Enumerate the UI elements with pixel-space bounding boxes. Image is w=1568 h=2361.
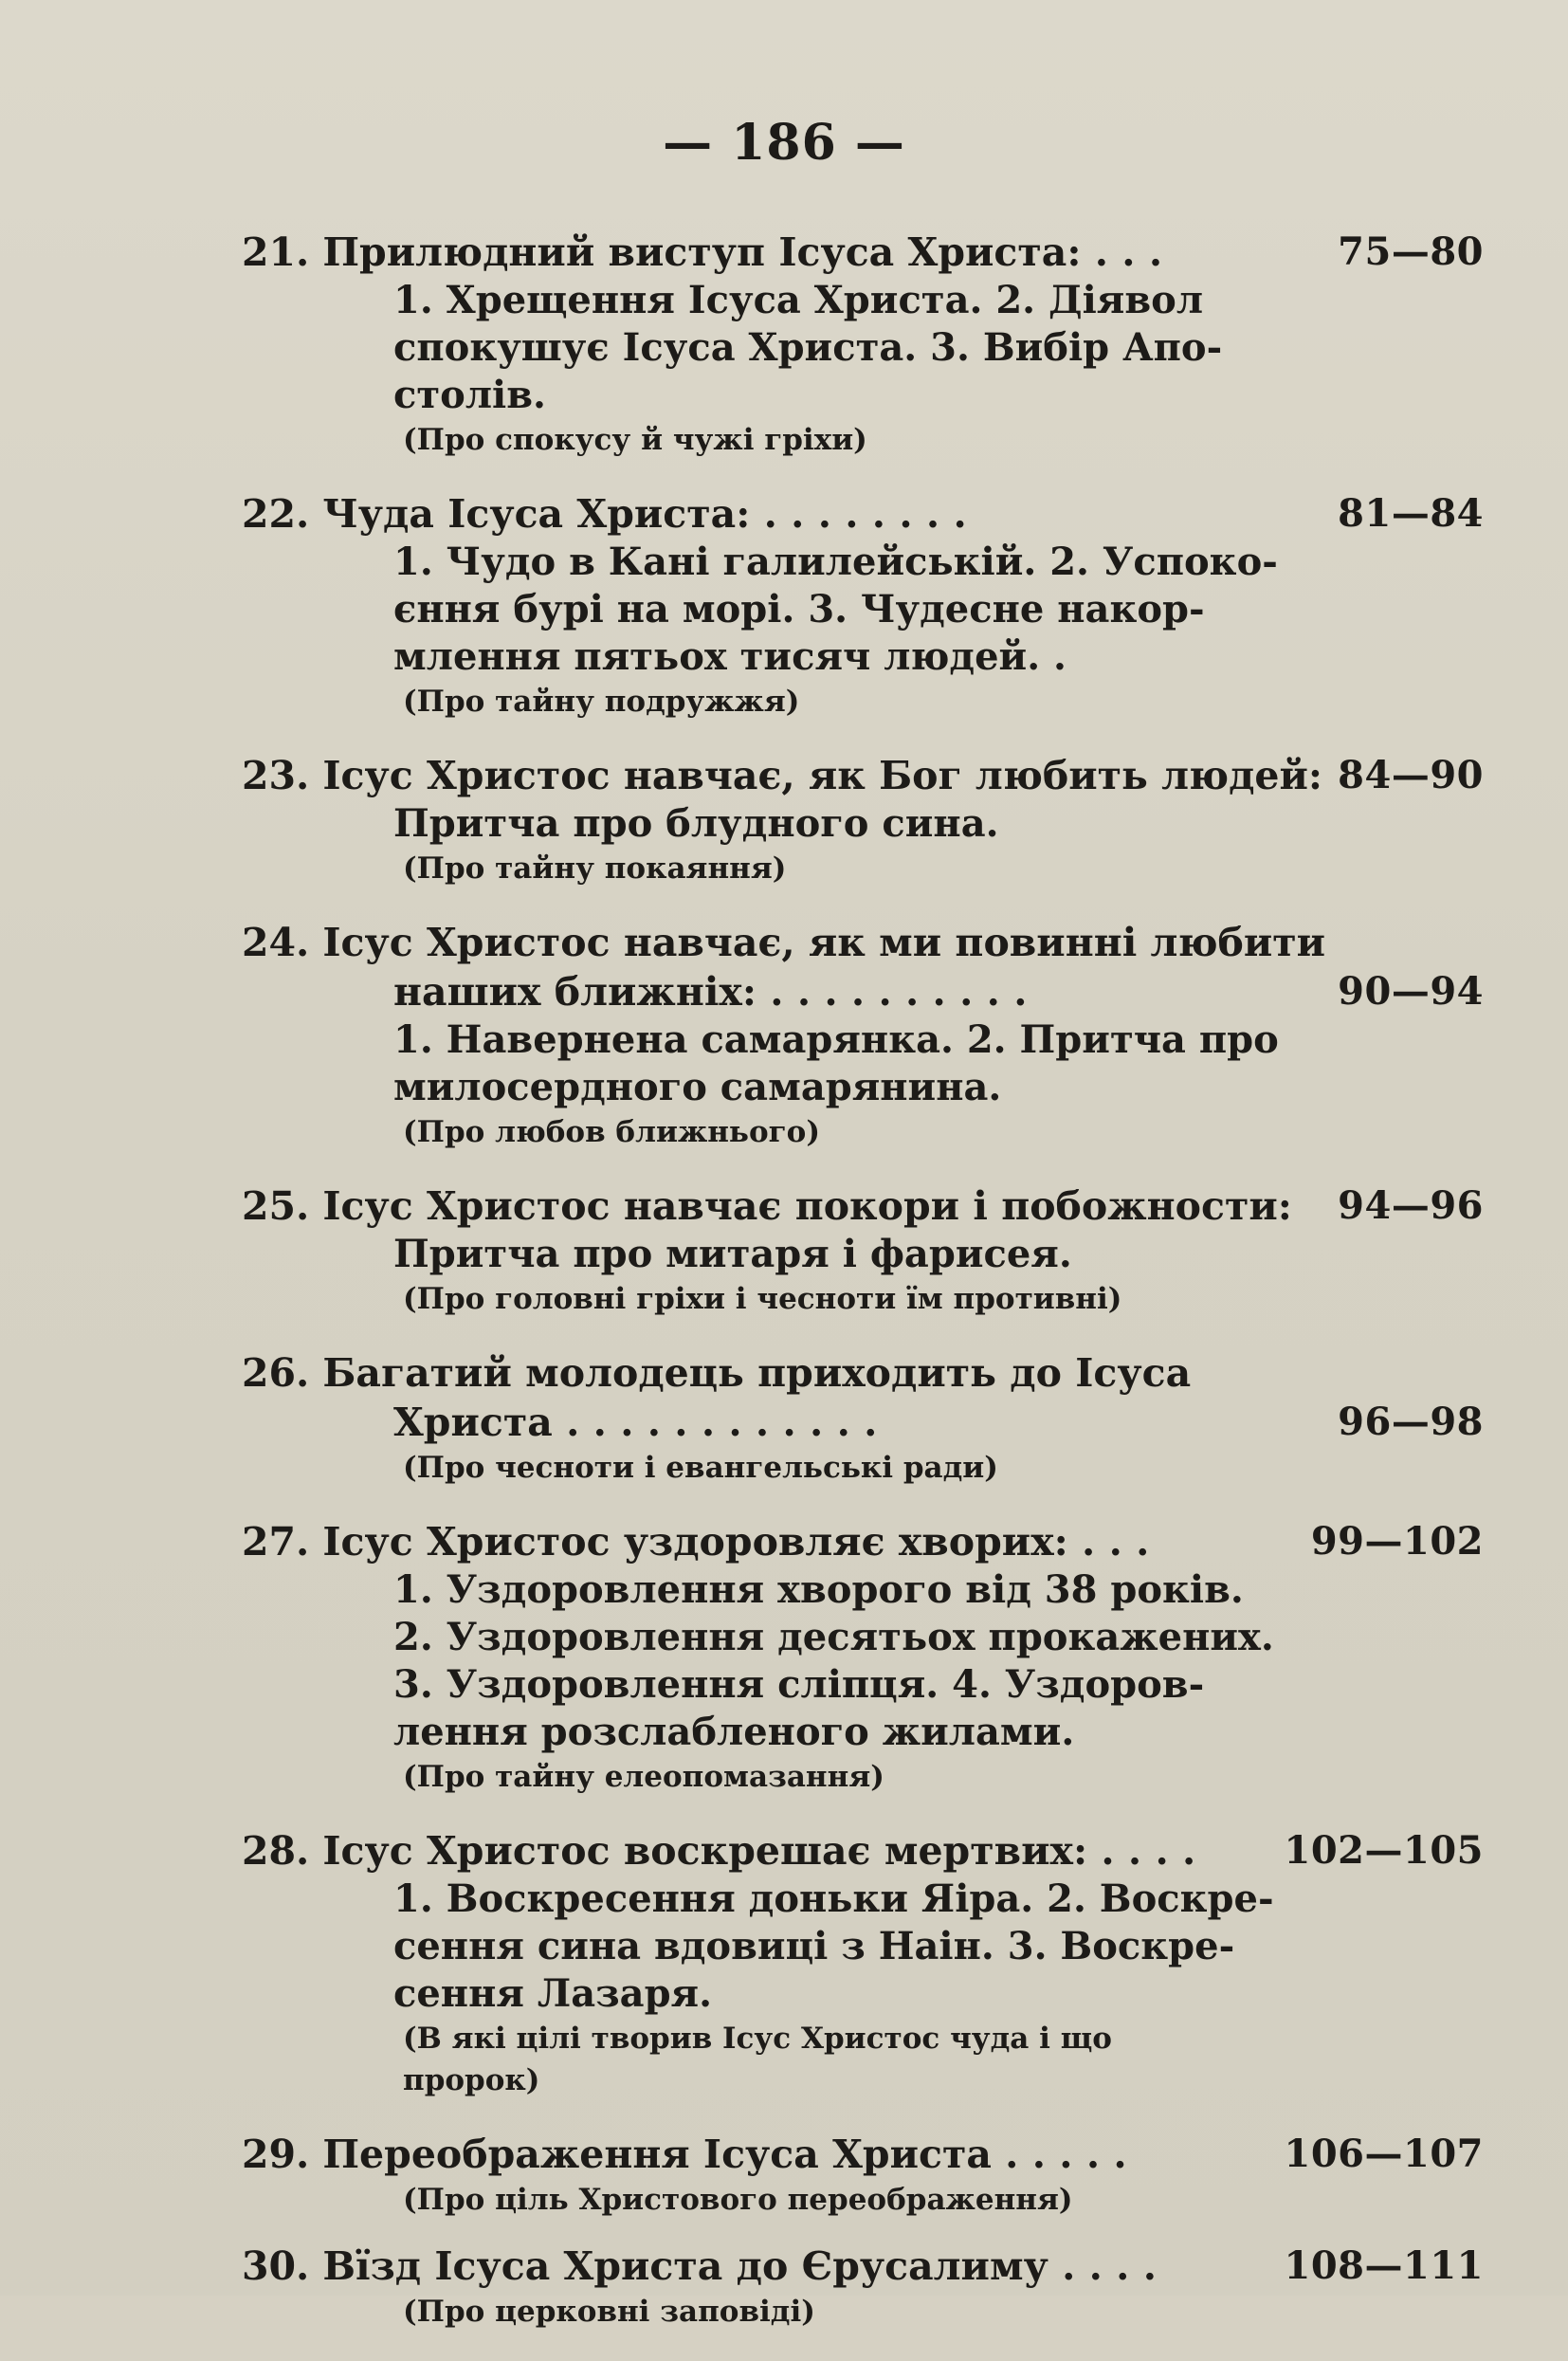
entry-subtopic: єння бурі на морі. 3. Чудесне накор- [393,587,1205,631]
entry-pages: 90—94 [1338,969,1484,1014]
entry-number: 22. [242,491,310,537]
entry-subtopic: 1. Навернена самарянка. 2. Притча про [393,1017,1279,1062]
entry-number: 26. [242,1350,310,1396]
entry-note: (Про любов ближнього) [403,1115,820,1149]
toc-entry-27 [242,1517,1484,1798]
entry-note: (Про ціль Христового переображення) [403,2183,1073,2217]
entry-subtopic: 1. Хрещення Ісуса Христа. 2. Діявол [393,278,1204,322]
entry-pages: 99—102 [1310,1519,1484,1564]
entry-title-continued: Христа . . . . . . . . . . . . [393,1400,878,1445]
entry-note: (Про тайну подружжя) [403,685,800,719]
entry-title: 24. Ісус Христос навчає, як ми повинні любити [242,920,1326,965]
entry-subtopic: сення Лазаря. [393,1971,713,2016]
entry-title: 28. Ісус Христос воскрешає мертвих: . . . . [242,1828,1196,1874]
toc-entry-28 [242,1826,1484,2101]
toc-entry-21 [242,228,1484,461]
entry-number: 29. [242,2132,310,2177]
entry-number: 27. [242,1519,310,1565]
entry-subtopic: столів. [393,373,546,417]
entry-subtopic: лення розслабленого жилами. [393,1710,1075,1754]
entry-pages: 106—107 [1284,2132,1484,2176]
entry-subtopic: 2. Уздоровлення десятьох прокажених. [393,1615,1274,1659]
entry-subtopic: млення пятьох тисяч людей. . [393,634,1067,679]
entry-title: 23. Ісус Христос навчає, як Бог любить людей: [242,753,1323,798]
entry-title: 30. Вїзд Ісуса Христа до Єрусалиму . . . . [242,2243,1158,2289]
entry-subtopic: 1. Уздоровлення хворого від 38 років. [393,1567,1244,1612]
toc-entry-24 [242,918,1484,1153]
entry-pages: 94—96 [1338,1183,1484,1228]
entry-subtopic: Притча про блудного сина. [393,801,999,846]
entry-number: 28. [242,1828,310,1874]
entry-note-continued: пророк) [403,2063,540,2097]
entry-title: 27. Ісус Христос уздоровляє хворих: . . . [242,1519,1150,1565]
entry-pages: 108—111 [1284,2243,1484,2288]
page-number: — 186 — [663,114,905,172]
entry-pages: 81—84 [1338,491,1484,536]
entry-title: 21. Прилюдний виступ Ісуса Христа: . . . [242,229,1163,275]
entry-title: 22. Чуда Ісуса Христа: . . . . . . . . [242,491,967,537]
entry-note: (Про головні гріхи і чесноти їм противні) [403,1282,1122,1316]
entry-subtopic: 1. Воскресення доньки Яіра. 2. Воскре- [393,1876,1274,1921]
entry-note: (Про чесноти і евангельські ради) [403,1451,998,1485]
entry-note: (Про тайну покаяння) [403,851,787,886]
toc-entry-26 [242,1348,1484,1489]
entry-subtopic: спокушує Ісуса Христа. 3. Вибір Апо- [393,325,1223,370]
entry-subtopic: милосердного самарянина. [393,1065,1002,1109]
toc-entry-25 [242,1181,1484,1320]
entry-subtopic: Притча про митаря і фарисея. [393,1232,1072,1276]
entry-number: 25. [242,1183,310,1229]
entry-title: 25. Ісус Христос навчає покори і побожности: [242,1183,1292,1229]
entry-pages: 102—105 [1284,1828,1484,1873]
entry-title: 26. Багатий молодець приходить до Ісуса [242,1350,1192,1396]
entry-subtopic: 1. Чудо в Кані галилейській. 2. Успоко- [393,540,1278,584]
entry-note: (Про спокусу й чужі гріхи) [403,423,867,457]
entry-number: 30. [242,2243,310,2289]
toc-entry-22 [242,489,1484,723]
entry-number: 24. [242,920,310,965]
entry-pages: 75—80 [1338,229,1484,274]
entry-subtopic: 3. Уздоровлення сліпця. 4. Уздоров- [393,1662,1205,1707]
entry-pages: 84—90 [1338,753,1484,797]
entry-number: 23. [242,753,310,798]
entry-note: (Про тайну елеопомазання) [403,1760,884,1794]
entry-pages: 96—98 [1338,1400,1484,1444]
toc-entry-29 [242,2130,1484,2221]
entry-subtopic: сення сина вдовиці з Наін. 3. Воскре- [393,1924,1235,1968]
entry-title: 29. Переображення Ісуса Христа . . . . . [242,2132,1127,2177]
table-of-contents [242,228,1484,2361]
entry-number: 21. [242,229,310,275]
entry-title-continued: наших ближніх: . . . . . . . . . . [393,969,1028,1015]
entry-note: (В які цілі творив Ісус Христос чуда і що [403,2022,1112,2056]
toc-entry-30 [242,2242,1484,2333]
entry-note: (Про церковні заповіді) [403,2295,815,2329]
toc-entry-23 [242,751,1484,889]
